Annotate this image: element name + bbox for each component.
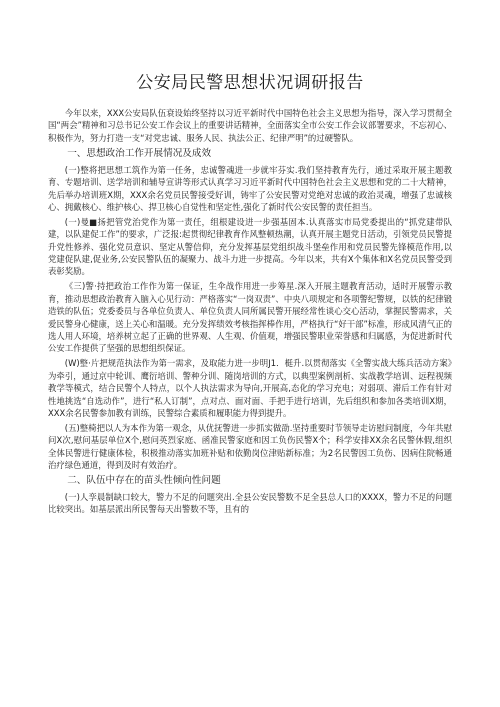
section-heading: 二、队伍中存在的苗头性倾向性问题 xyxy=(67,474,221,486)
paragraph: 《三)警·持把政治工作作为第一保证，生伞战作用进一步筹星.深入开展主题教育活动，适时开展警示教育，推动思想政治教育入脑入心见行动：严格落实“一岗双责”、中央八项规定和各项警纪警规，以铁的纪律锻造铁的队伍；党委委员与各单位负责人、单位负责人同所属民警开展经常性谈心交心活动，掌握民警需求，关爱民警身心健康，送上关心和温暖。充分发挥绩效考核指挥棒作用，严格执行“好干部”标准，形成风清气正的选人用人环境，培养树立起了正确的世界观、人生观、价值观，增强民警职业荣誉感和归属感，为促进新时代公安工作提供了坚强的思想组织保证。 xyxy=(48,281,452,354)
paragraph: (一)人孪晨制缺口较大，警力不足的问题突出.全县公安民警数不足全县总人口的XXXX，警力不足的问题比较突出。如基层派出所民警每天出警数不等，且有的 xyxy=(48,491,452,515)
paragraph: (五)整椅把以人为本作为第一观念，从优抚警进一步抓实做劭.坚持重要时节领导走访慰问制度，今年共慰问X次,慰问基层单位X个,慰问英烈家庭、函准民警家庭和因工负伤民警X个；科学安排XX余名民警休假,组织全体民警进行健康体检，积极推动落实加班补贴和依勤岗位津贴新标准；为2名民警因工负伤、因病住院畅通治疗绿色通道，得到及时有效治疗。 xyxy=(48,422,452,471)
document-title: 公安局民警思想状况调研报告 xyxy=(136,73,364,93)
paragraph: (W)整·片把规范执法作为第一需求，及取能力进一步明J1．梃升.以贯彻落实《全警实战大练兵活动方案》为牵引，通过京中轮训、鹰衍培训、警种分训、随岗培训的方式，以典型案例剖析、实战教学培训、远程视频教学等模式，结合民警个人特点，以个人执法需求为导向,开展高,态化的学习充电；对弱项、滞后工作有针对性地挑选“自选动作”，进行“私人订制”，点对点、面对面、手把手进行培训，先后组织和参加各类培训X期，XXX余名民警参加教有训练，民警综合素质和履职能力得到提升。 xyxy=(48,358,452,418)
paragraph: (一)整将把思想工筑作为第一任务，忠诚警魂进一步就牢芬实.我们坚持教育先行，通过采取开展主题教育、专题培训、送学培训和辅导宣讲等形式认真学习习近平新时代中国特色社会主义思想和党的二十大精神，先后举办培训班X期，XXX余名党员民警接受好训，铸牢了公安民警对党绝对忠诚的政治灵魂，增强了忠诚核心、拥戴核心、维护核心、捍卫核心自觉性和坚定性,强化了新时代公安民警的责任担当。 xyxy=(48,164,452,212)
section-heading: 一、思想政治工作开展情况及成效 xyxy=(67,147,212,159)
intro-paragraph: 今年以来，XXX公安局队伍衰设始终坚持以习近平新时代中国特色社会主义思想为指导，深入学习贯彻全国“两会”精神和习总书记公安工作会议上的重要讲话精神，全面落实全市公安工作会议部署要求，不忘初心、积极作为，努力打造一支“对党忠诚、服务人民、执法公正、纪律严明”的过硬警队。 xyxy=(48,108,452,143)
document-body xyxy=(48,107,452,518)
paragraph: (一)曼■扬把管党治党作为第一责任，组根建设进一步强基固本.认真落实市局党委提出的“抓党建带队建，以队建促工作”的要求，广泛报:起贯彻纪律教育作风整顿热潮，认真开展主题党日活动，引领党员民警提升党性修养、强化党员意识、坚定从警信仰，充分发挥基层党组织战斗堡垒作用和党员民警先锋模范作用,以党建促队建,促业务,公安民警队伍的凝聚力、战斗力进一步提高。今年以来，共有X个集体和X名党员民警受到表彰奖励。 xyxy=(48,216,452,277)
